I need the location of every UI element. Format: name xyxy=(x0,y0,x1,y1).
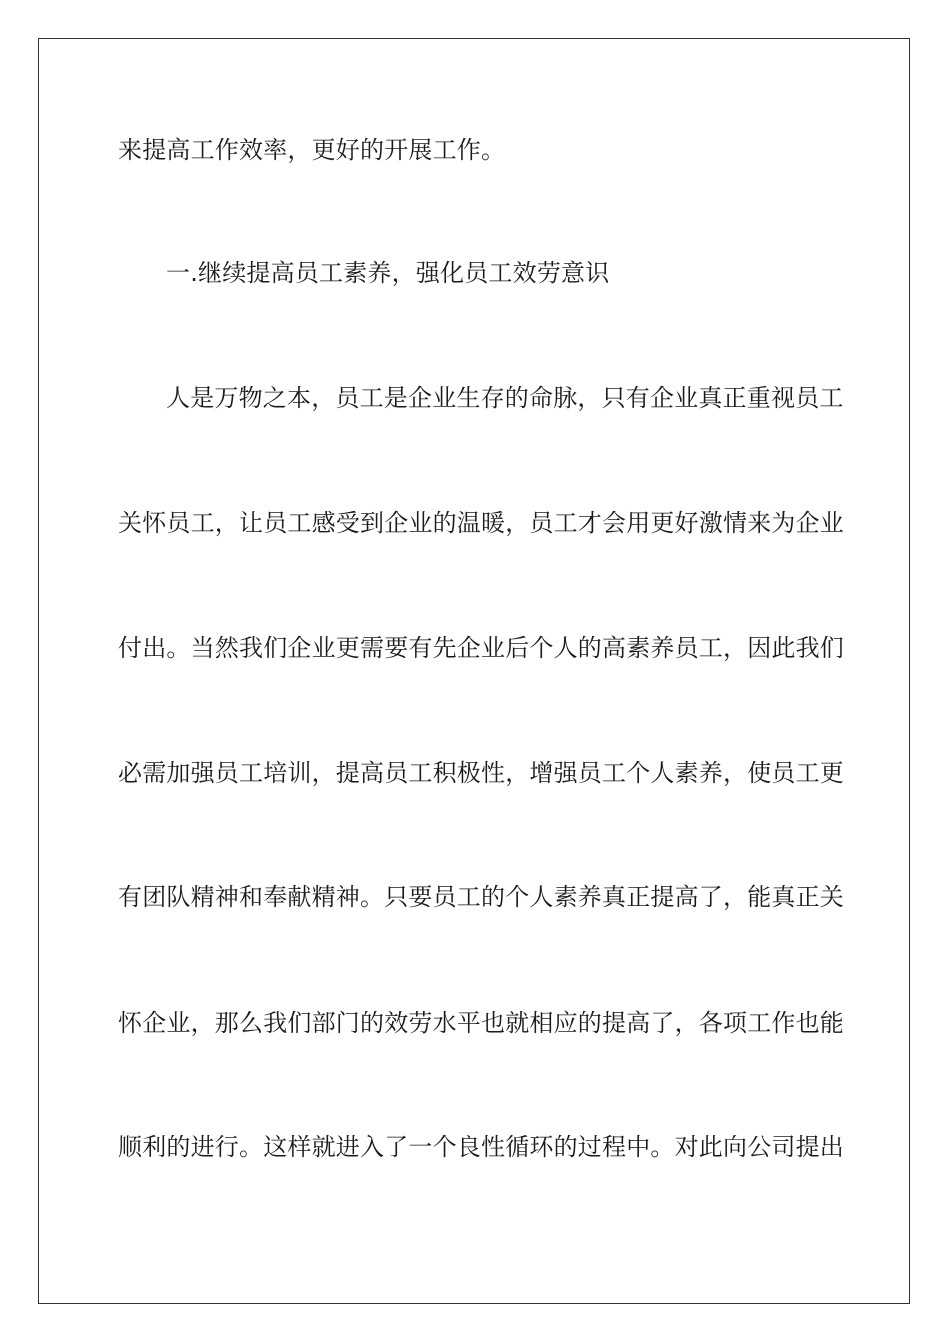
text-line-3: 人是万物之本，员工是企业生存的命脉，只有企业真正重视员工 xyxy=(166,384,844,412)
text-line-9: 顺利的进行。这样就进入了一个良性循环的过程中。对此向公司提出 xyxy=(118,1133,844,1161)
text-line-5: 付出。当然我们企业更需要有先企业后个人的高素养员工，因此我们 xyxy=(118,634,844,662)
text-line-6: 必需加强员工培训，提高员工积极性，增强员工个人素养，使员工更 xyxy=(118,759,844,787)
text-line-7: 有团队精神和奉献精神。只要员工的个人素养真正提高了，能真正关 xyxy=(118,883,844,911)
text-line-8: 怀企业，那么我们部门的效劳水平也就相应的提高了，各项工作也能 xyxy=(118,1009,844,1037)
text-line-1: 来提高工作效率，更好的开展工作。 xyxy=(118,136,506,164)
page-border xyxy=(38,38,910,1304)
section-heading: 一.继续提高员工素养，强化员工效劳意识 xyxy=(166,259,610,287)
text-line-4: 关怀员工，让员工感受到企业的温暖，员工才会用更好激情来为企业 xyxy=(118,509,844,537)
